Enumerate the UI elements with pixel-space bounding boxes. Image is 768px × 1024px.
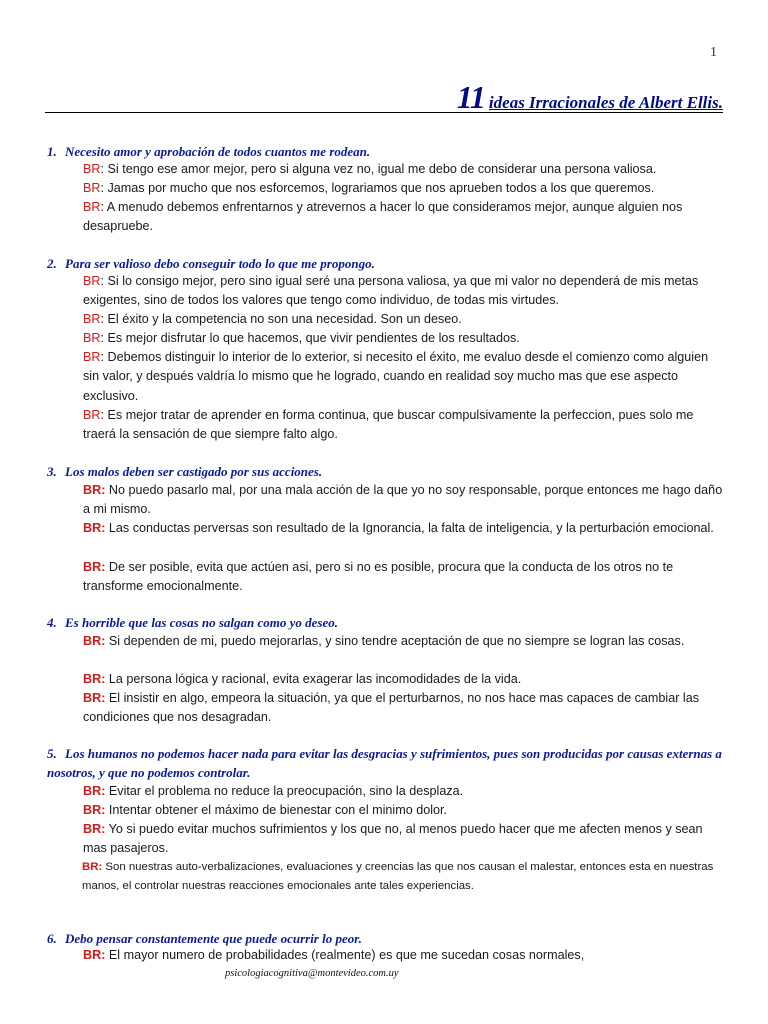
section-5-item-4 bbox=[82, 858, 722, 895]
br-label: BR bbox=[83, 408, 101, 422]
br-label: BR bbox=[83, 274, 101, 288]
item-text: El insistir en algo, empeora la situación, ya que el perturbarnos, no nos hace mas capaces de cambiar las condiciones que nos desagradan. bbox=[83, 691, 700, 725]
section-1-heading bbox=[47, 142, 737, 161]
section-5-heading bbox=[47, 744, 737, 782]
section-5-item-1 bbox=[83, 782, 723, 801]
item-text: : Si tengo ese amor mejor, pero si alguna vez no, igual me debo de considerar una persona valiosa. bbox=[100, 162, 657, 176]
br-label: BR: bbox=[83, 803, 106, 817]
item-text: : Si lo consigo mejor, pero sino igual seré una persona valiosa, ya que mi valor no dependerá de mis metas exigentes, sino de todos los valores que tengo como individuo, de todas mis virtudes. bbox=[83, 274, 699, 308]
section-3-item-3 bbox=[83, 558, 723, 597]
section-heading-text: Necesito amor y aprobación de todos cuantos me rodean. bbox=[65, 144, 371, 159]
section-number: 6. bbox=[47, 931, 57, 946]
item-text: No puedo pasarlo mal, por una mala acción de la que yo no soy responsable, porque entonces me hago daño a mi mismo. bbox=[83, 483, 723, 517]
title-text: ideas Irracionales de Albert Ellis. bbox=[488, 93, 723, 112]
item-text: Evitar el problema no reduce la preocupación, sino la desplaza. bbox=[105, 784, 464, 798]
br-label: BR bbox=[83, 331, 101, 345]
br-label: BR: bbox=[83, 634, 106, 648]
section-2-item-1 bbox=[83, 272, 723, 311]
section-1-item-1 bbox=[83, 160, 723, 179]
item-text: : Jamas por mucho que nos esforcemos, lograriamos que nos aprueben todos a los que queremos. bbox=[100, 181, 655, 195]
section-2-item-5 bbox=[83, 406, 723, 445]
item-text: : A menudo debemos enfrentarnos y atrevernos a hacer lo que consideramos mejor, aunque alguien nos desapruebe. bbox=[83, 200, 683, 234]
item-text: : Es mejor disfrutar lo que hacemos, que vivir pendientes de los resultados. bbox=[100, 331, 520, 345]
section-1-item-3 bbox=[83, 198, 723, 237]
section-number: 3. bbox=[47, 464, 57, 479]
section-3-heading bbox=[47, 462, 737, 481]
section-number: 1. bbox=[47, 144, 57, 159]
section-heading-text: Es horrible que las cosas no salgan como yo deseo. bbox=[65, 615, 339, 630]
section-4-item-2 bbox=[83, 670, 723, 689]
section-2-item-4 bbox=[83, 348, 723, 406]
section-heading-text: Los humanos no podemos hacer nada para evitar las desgracias y sufrimientos, pues son producidas por causas externas a nosotros, y que no podemos controlar. bbox=[47, 746, 722, 780]
br-label: BR: bbox=[83, 784, 106, 798]
section-heading-text: Debo pensar constantemente que puede ocurrir lo peor. bbox=[65, 931, 362, 946]
item-text: La persona lógica y racional, evita exagerar las incomodidades de la vida. bbox=[105, 672, 522, 686]
footer-email: psicologiacognitiva@montevideo.com.uy bbox=[225, 968, 399, 979]
item-text: : El éxito y la competencia no son una necesidad. Son un deseo. bbox=[100, 312, 462, 326]
br-label: BR bbox=[83, 350, 101, 364]
section-1-item-2 bbox=[83, 179, 723, 198]
item-text: El mayor numero de probabilidades (realmente) es que me sucedan cosas normales, bbox=[105, 948, 585, 962]
br-label: BR: bbox=[83, 521, 106, 535]
document-title bbox=[45, 79, 723, 116]
item-text: : Debemos distinguir lo interior de lo exterior, si necesito el éxito, me evaluo desde el comienzo como alguien sin valor, y después valdría lo mismo que he logrado, cuando en realidad soy mucho mas que ese aspecto exclusivo. bbox=[83, 350, 709, 403]
br-label: BR: bbox=[83, 672, 106, 686]
section-heading-text: Los malos deben ser castigado por sus acciones. bbox=[65, 464, 323, 479]
br-label: BR: bbox=[83, 560, 106, 574]
section-4-item-3 bbox=[83, 689, 723, 728]
section-4-item-1 bbox=[83, 632, 723, 651]
item-text: Yo si puedo evitar muchos sufrimientos y los que no, al menos puedo hacer que me afecten menos y sean mas pasajeros. bbox=[83, 822, 703, 856]
item-text: Son nuestras auto-verbalizaciones, evaluaciones y creencias las que nos causan el malestar, entonces esta en nuestras manos, el controlar nuestras reacciones emocionales ante tales experiencias. bbox=[82, 861, 714, 892]
section-3-item-1 bbox=[83, 481, 723, 520]
item-text: Intentar obtener el máximo de bienestar con el minimo dolor. bbox=[105, 803, 448, 817]
section-2-item-3 bbox=[83, 329, 723, 348]
br-label: BR bbox=[83, 312, 101, 326]
page-number: 1 bbox=[710, 45, 717, 60]
item-text: De ser posible, evita que actúen asi, pero si no es posible, procura que la conducta de los otros no te transforme emocionalmente. bbox=[83, 560, 674, 594]
section-number: 5. bbox=[47, 746, 57, 761]
section-5-item-3 bbox=[83, 820, 723, 859]
br-label: BR: bbox=[83, 483, 106, 497]
title-number: 11 bbox=[456, 79, 485, 115]
br-label: BR: bbox=[83, 691, 106, 705]
item-text: : Es mejor tratar de aprender en forma continua, que buscar compulsivamente la perfeccion, pues solo me traerá la sensación de que siempre falto algo. bbox=[83, 408, 694, 442]
br-label: BR bbox=[83, 181, 101, 195]
title-rule bbox=[45, 112, 723, 113]
section-2-heading bbox=[47, 254, 737, 273]
item-text: Las conductas perversas son resultado de la Ignorancia, la falta de inteligencia, y la perturbación emocional. bbox=[105, 521, 714, 535]
section-number: 2. bbox=[47, 256, 57, 271]
section-3-item-2 bbox=[83, 519, 723, 538]
br-label: BR: bbox=[83, 822, 106, 836]
section-6-item-1 bbox=[83, 946, 723, 965]
br-label: BR bbox=[83, 200, 101, 214]
item-text: Si dependen de mi, puedo mejorarlas, y sino tendre aceptación de que no siempre se logran las cosas. bbox=[105, 634, 685, 648]
section-5-item-2 bbox=[83, 801, 723, 820]
section-number: 4. bbox=[47, 615, 57, 630]
br-label: BR: bbox=[83, 948, 106, 962]
section-4-heading bbox=[47, 613, 737, 632]
br-label: BR bbox=[83, 162, 101, 176]
br-label: BR: bbox=[82, 861, 103, 873]
section-2-item-2 bbox=[83, 310, 723, 329]
section-heading-text: Para ser valioso debo conseguir todo lo que me propongo. bbox=[65, 256, 375, 271]
